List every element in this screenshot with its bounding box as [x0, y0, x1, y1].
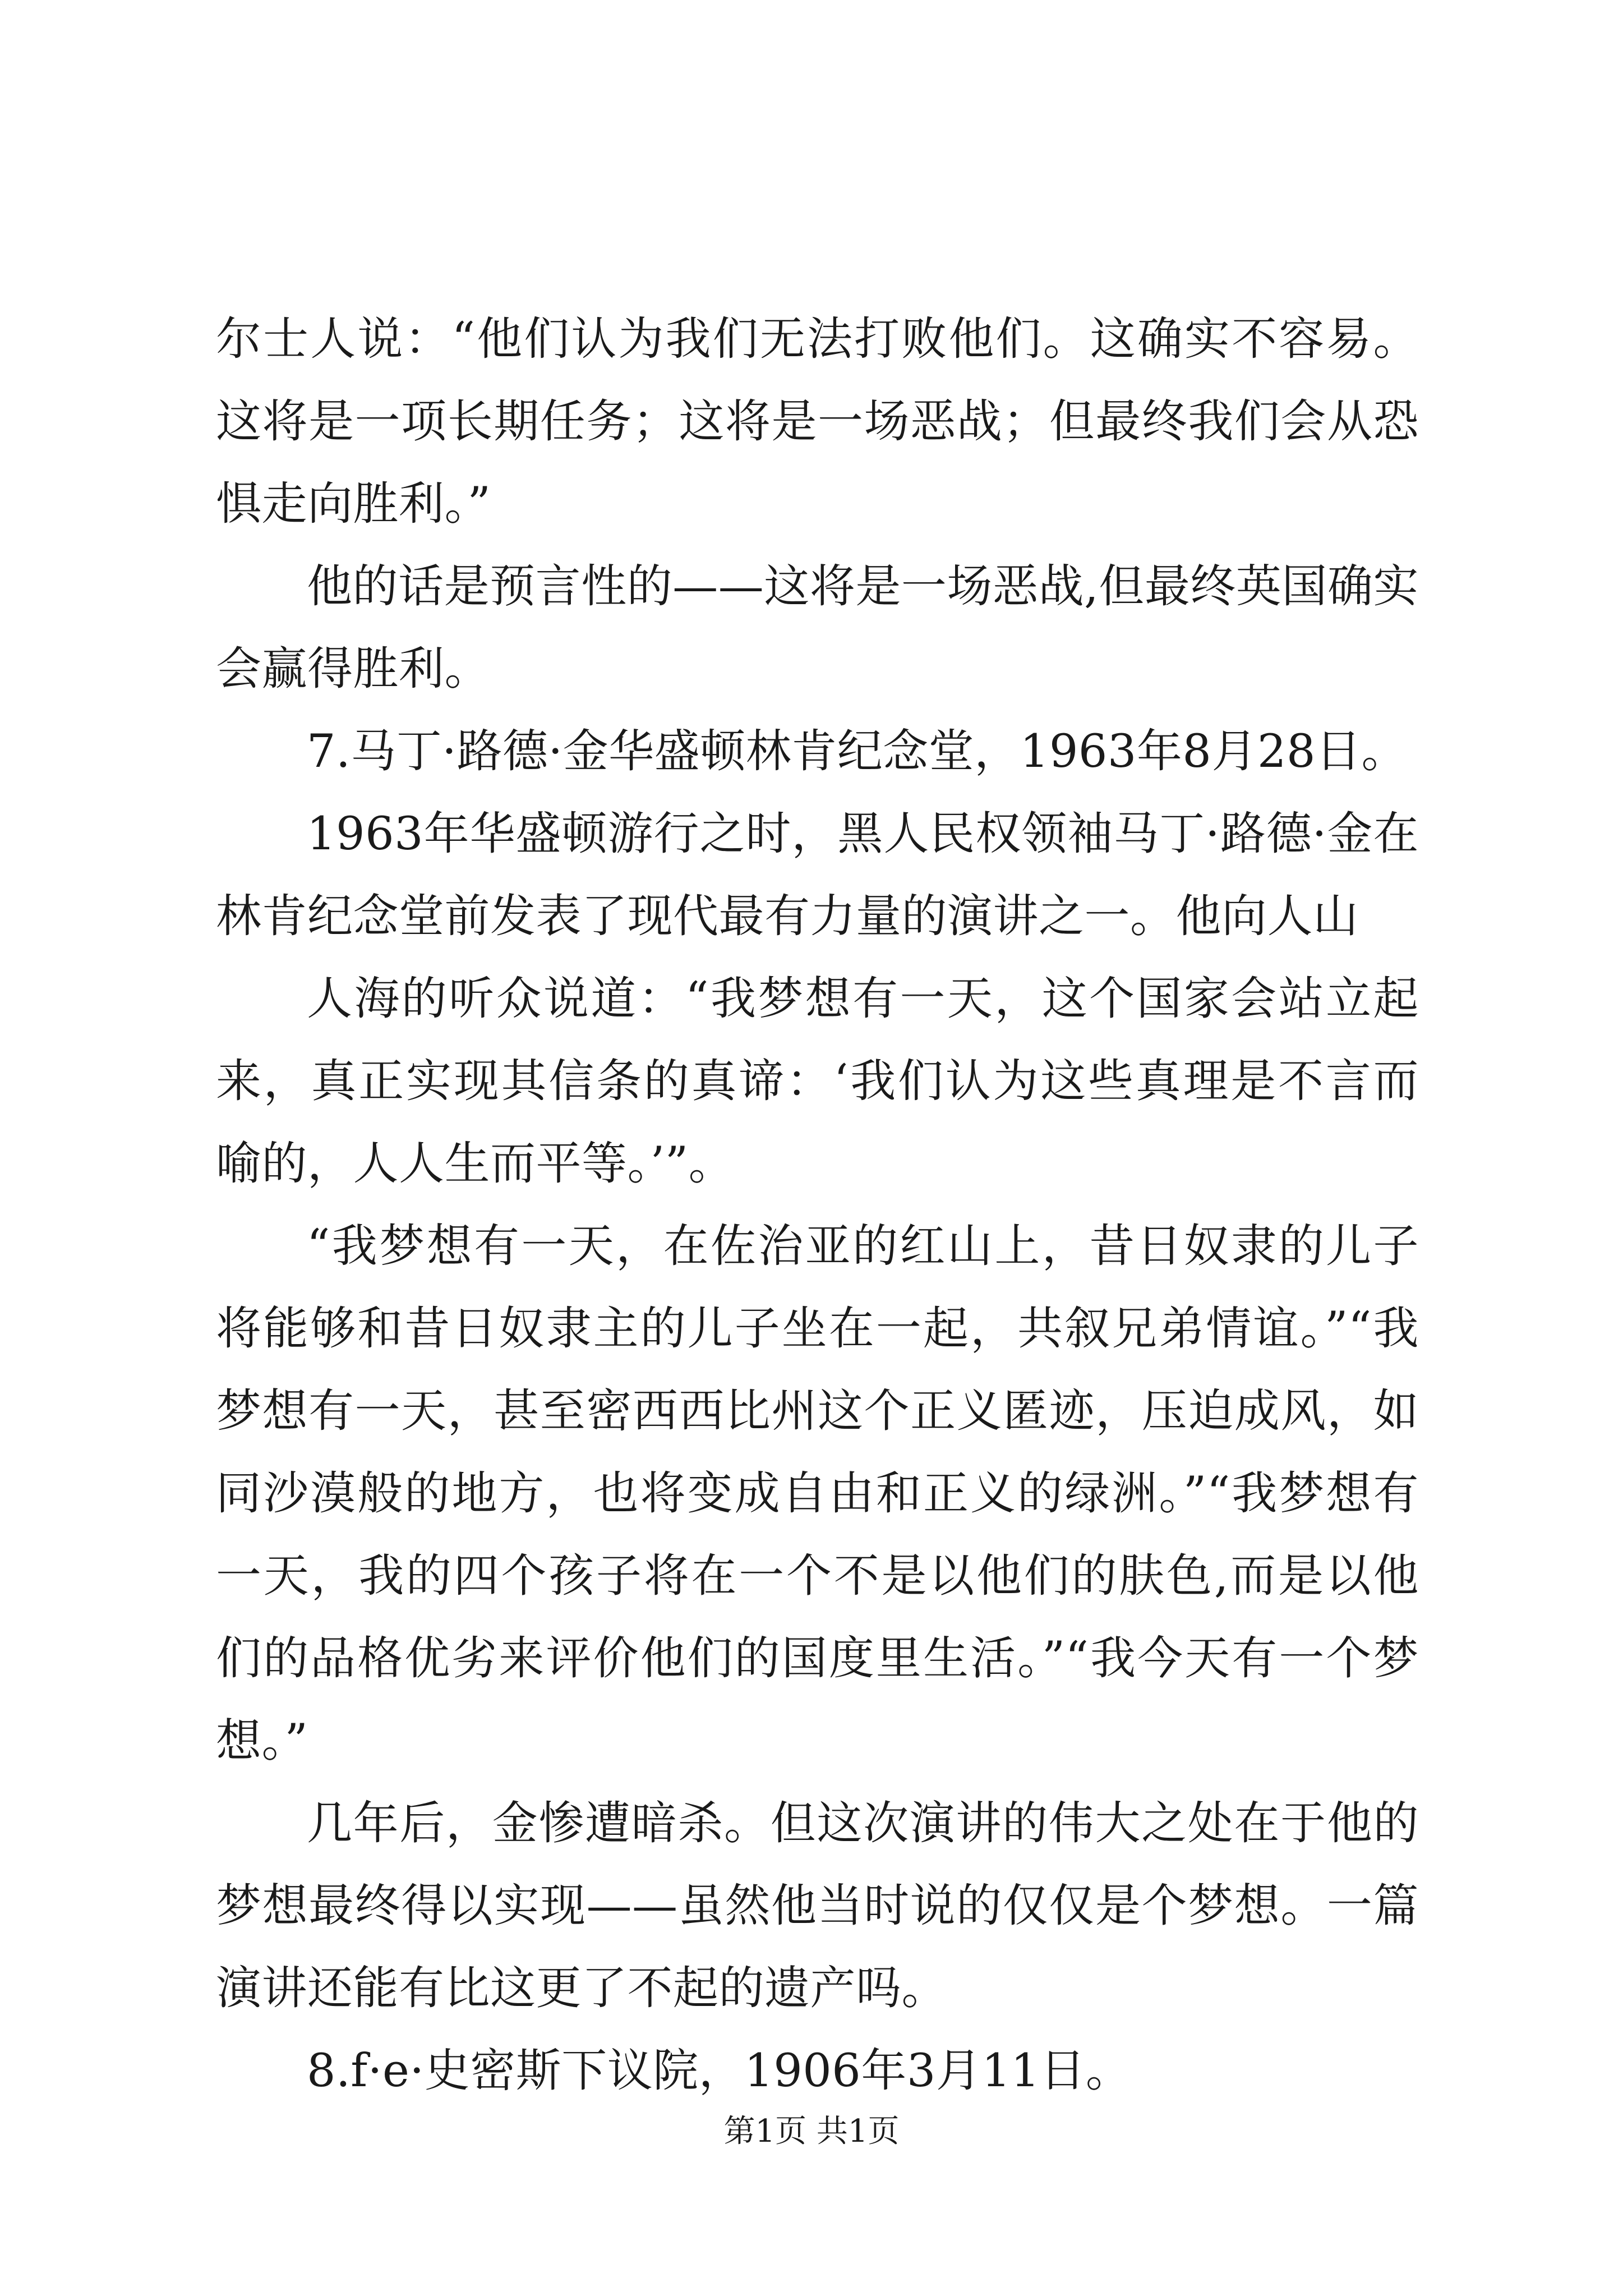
paragraph-3: 7.马丁·路德·金华盛顿林肯纪念堂，1963年8月28日。 [307, 725, 1408, 778]
page-number-footer: 第1页 共1页 [723, 2113, 900, 2150]
paragraph-7: 几年后，金惨遭暗杀。但这次演讲的伟大之处在于他的梦想最终得以实现——虽然他当时说的仅仅是个梦想。一篇演讲还能有比这更了不起的遗产吗。 [216, 1797, 1419, 2015]
paragraph-4: 1963年华盛顿游行之时，黑人民权领袖马丁·路德·金在林肯纪念堂前发表了现代最有力量的演讲之一。他向人山 [216, 808, 1419, 943]
document-body [216, 298, 1419, 2113]
paragraph-1: 尔士人说：“他们认为我们无法打败他们。这确实不容易。这将是一项长期任务；这将是一场恶战；但最终我们会从恐惧走向胜利。” [216, 313, 1419, 531]
paragraph-5: 人海的听众说道：“我梦想有一天，这个国家会站立起来，真正实现其信条的真谛：‘我们认为这些真理是不言而喻的，人人生而平等。’”。 [216, 973, 1419, 1190]
paragraph-8: 8.f·e·史密斯下议院，1906年3月11日。 [307, 2045, 1132, 2097]
paragraph-6: “我梦想有一天，在佐治亚的红山上，昔日奴隶的儿子将能够和昔日奴隶主的儿子坐在一起，共叙兄弟情谊。”“我梦想有一天，甚至密西西比州这个正义匿迹，压迫成风，如同沙漠般的地方，也将变成自由和正义的绿洲。”“我梦想有一天，我的四个孩子将在一个不是以他们的肤色,而是以他们的品格优劣来评价他们的国度里生活。”“我今天有一个梦想。” [216, 1220, 1419, 1768]
paragraph-2: 他的话是预言性的——这将是一场恶战,但最终英国确实会赢得胜利。 [216, 560, 1419, 696]
